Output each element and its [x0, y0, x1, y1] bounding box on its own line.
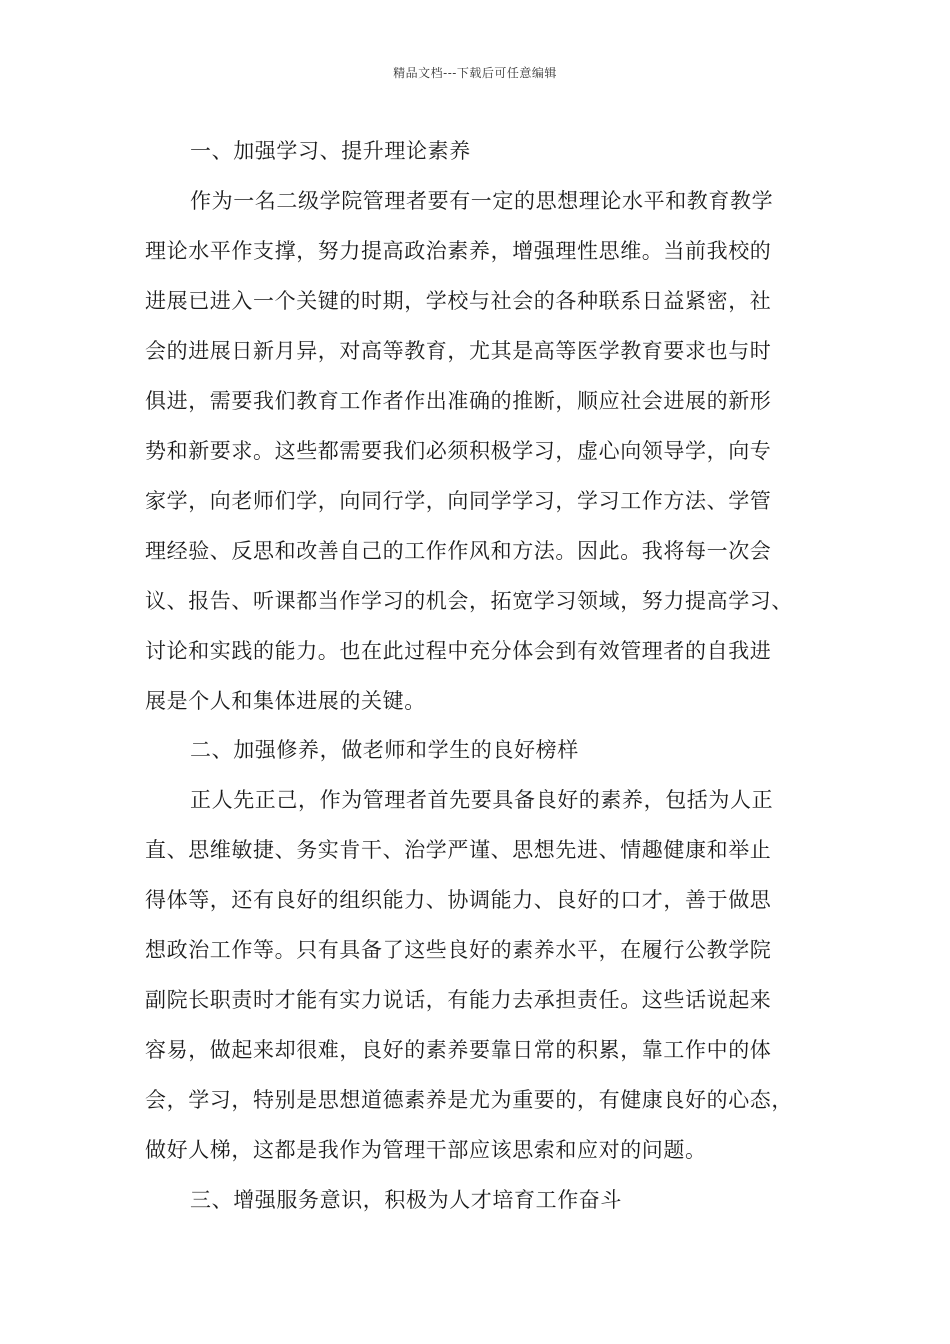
section-heading-3: 三、增强服务意识，积极为人才培育工作奋斗 [190, 1188, 622, 1212]
paragraph-line: 展是个人和集体进展的关键。 [145, 689, 426, 713]
paragraph-line: 俱进，需要我们教育工作者作出准确的推断，顺应社会进展的新形 [145, 389, 772, 413]
paragraph-line: 势和新要求。这些都需要我们必须积极学习，虚心向领导学，向专 [145, 439, 772, 463]
paragraph-line: 作为一名二级学院管理者要有一定的思想理论水平和教育教学 [190, 189, 774, 213]
paragraph-line: 容易，做起来却很难，良好的素养要靠日常的积累，靠工作中的体 [145, 1038, 772, 1062]
paragraph-line: 做好人梯，这都是我作为管理干部应该思索和应对的问题。 [145, 1138, 707, 1162]
paragraph-line: 会的进展日新月异，对高等教育，尤其是高等医学教育要求也与时 [145, 339, 772, 363]
paragraph-line: 得体等，还有良好的组织能力、协调能力、良好的口才，善于做思 [145, 888, 772, 912]
paragraph-line: 想政治工作等。只有具备了这些良好的素养水平，在履行公教学院 [145, 938, 772, 962]
paragraph-line: 家学，向老师们学，向同行学，向同学学习，学习工作方法、学管 [145, 489, 772, 513]
paragraph-line: 会，学习，特别是思想道德素养是尤为重要的，有健康良好的心态， [145, 1088, 793, 1112]
section-heading-1: 一、加强学习、提升理论素养 [190, 139, 471, 163]
paragraph-line: 理论水平作支撑，努力提高政治素养，增强理性思维。当前我校的 [145, 239, 772, 263]
paragraph-line: 理经验、反思和改善自己的工作作风和方法。因此。我将每一次会 [145, 539, 772, 563]
paragraph-line: 讨论和实践的能力。也在此过程中充分体会到有效管理者的自我进 [145, 639, 772, 663]
paragraph-line: 直、思维敏捷、务实肯干、治学严谨、思想先进、情趣健康和举止 [145, 838, 772, 862]
paragraph-line: 正人先正己，作为管理者首先要具备良好的素养，包括为人正 [190, 788, 774, 812]
paragraph-line: 进展已进入一个关键的时期，学校与社会的各种联系日益紧密，社 [145, 289, 772, 313]
page-header: 精品文档---下载后可任意编辑 [393, 66, 557, 80]
paragraph-line: 议、报告、听课都当作学习的机会，拓宽学习领域，努力提高学习、 [145, 589, 793, 613]
section-heading-2: 二、加强修养，做老师和学生的良好榜样 [190, 738, 579, 762]
paragraph-line: 副院长职责时才能有实力说话，有能力去承担责任。这些话说起来 [145, 988, 772, 1012]
